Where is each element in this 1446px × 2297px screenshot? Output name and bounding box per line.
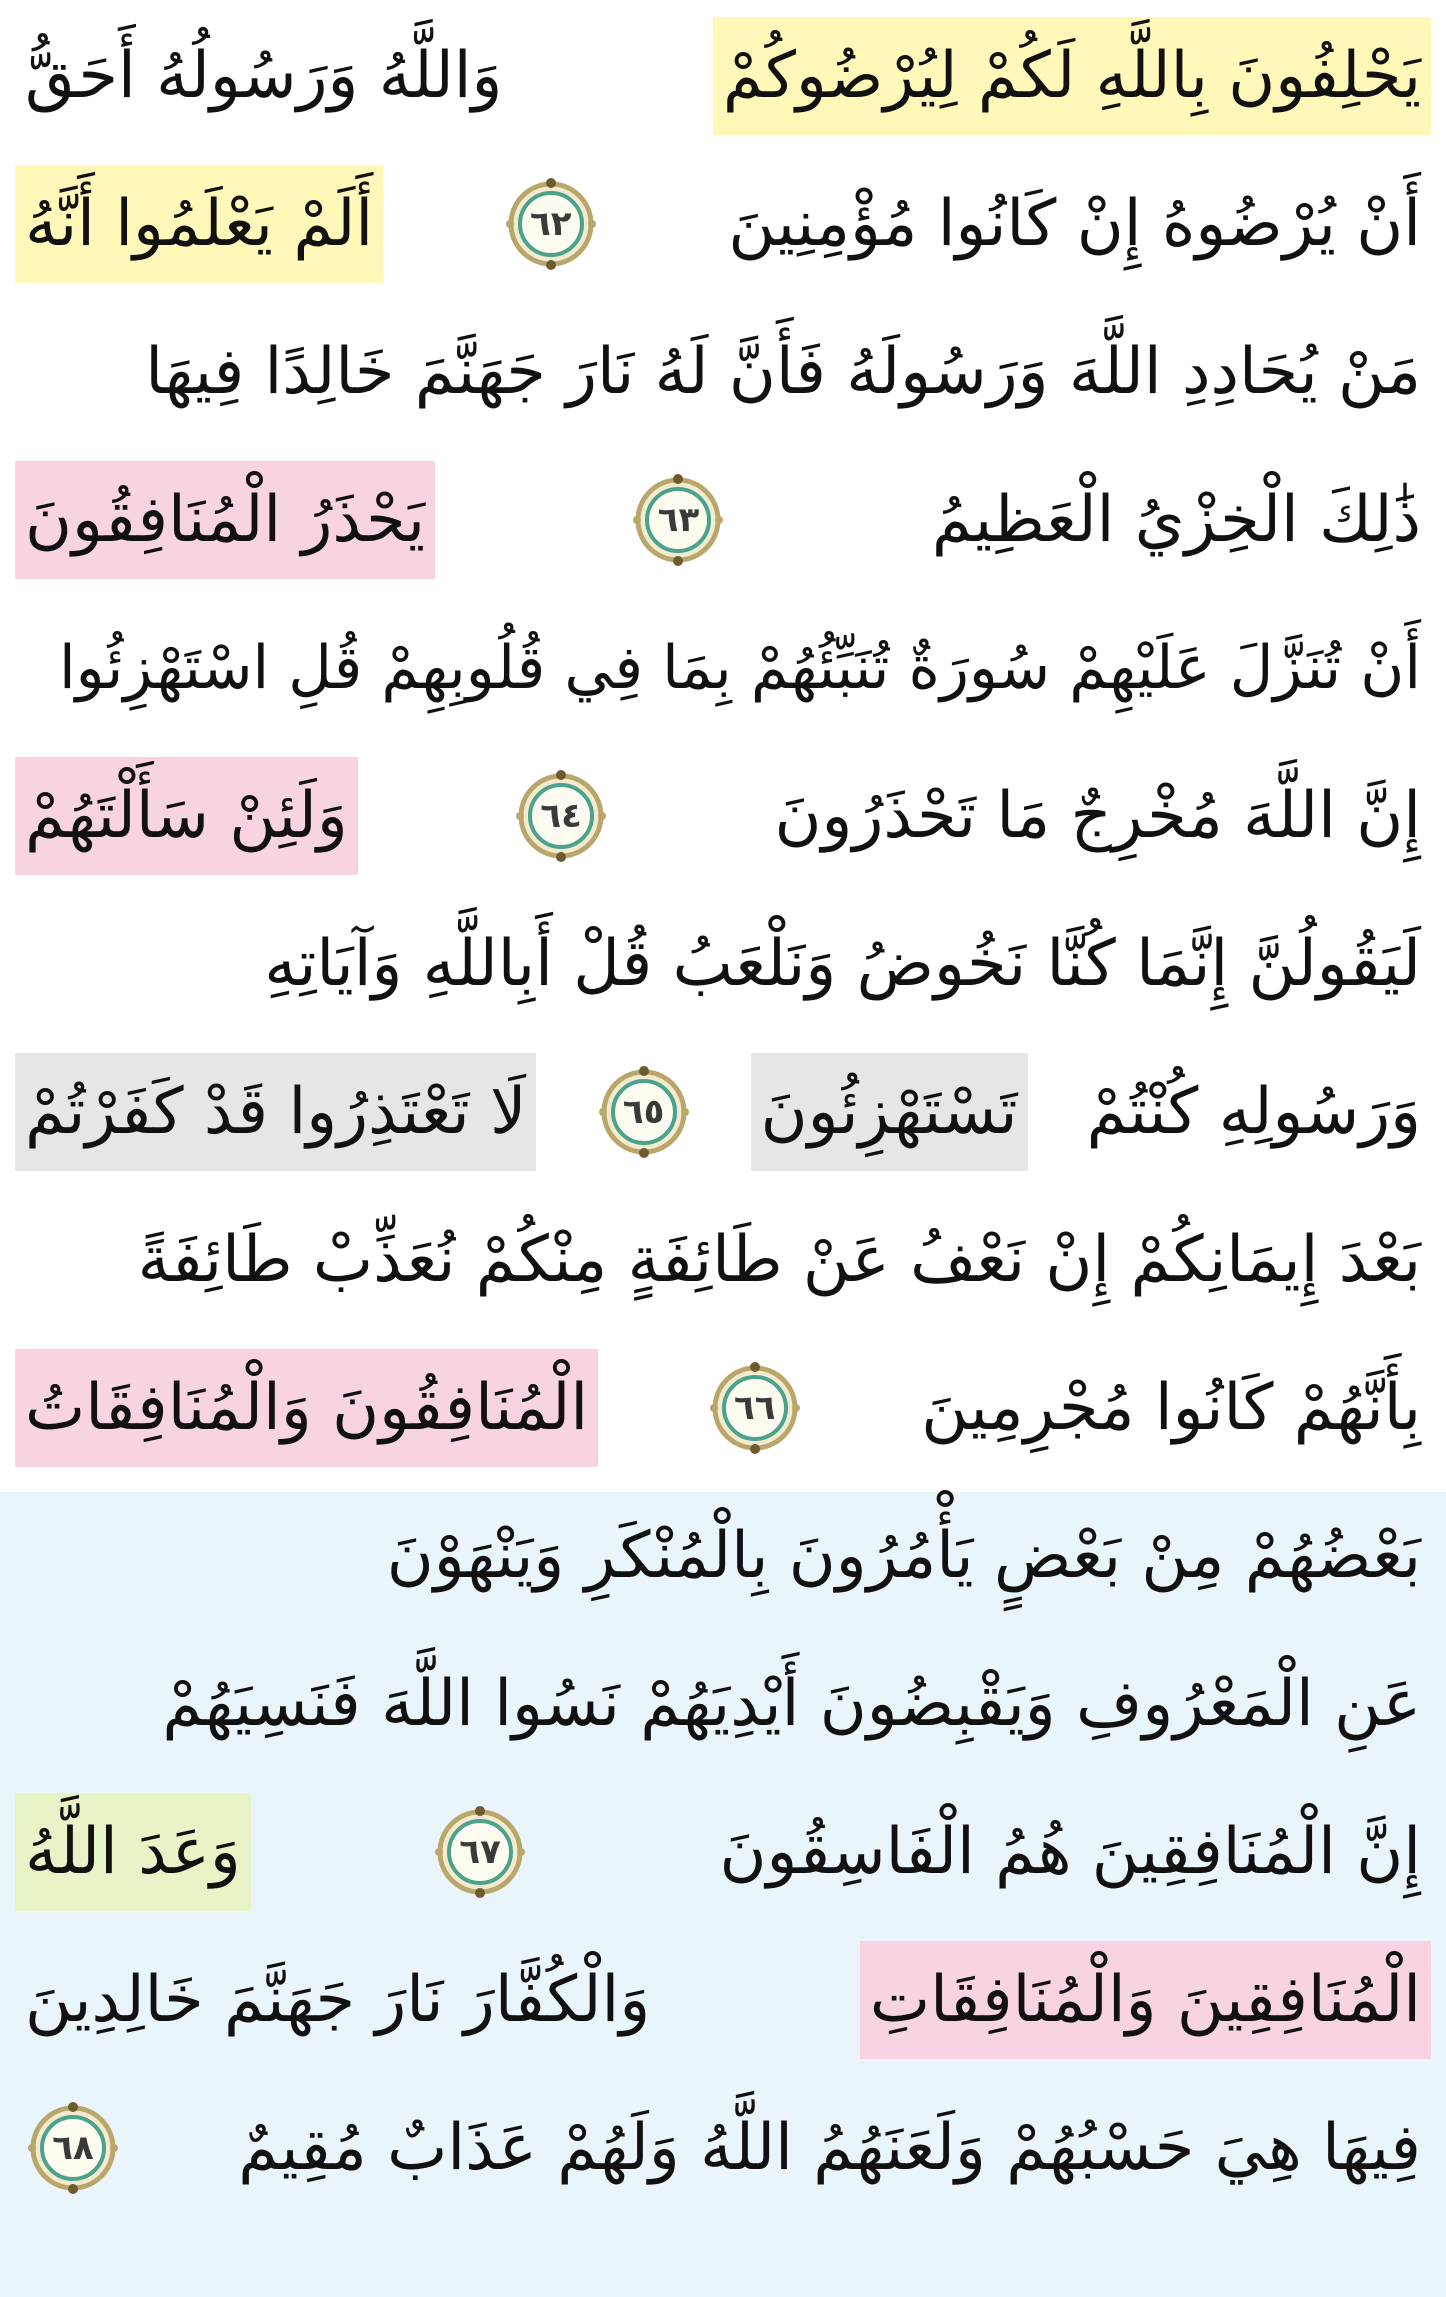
ayah-number: ٦٣ — [657, 499, 700, 540]
verse-line — [15, 160, 1431, 288]
verse-line — [15, 1936, 1431, 2064]
ayah-number: ٦٨ — [52, 2127, 94, 2168]
verse-line — [15, 2084, 1431, 2212]
highlighted-verse-text: يَحْلِفُونَ بِاللَّهِ لَكُمْ لِيُرْضُوكُمْ — [713, 17, 1431, 135]
ayah-number-marker — [505, 178, 597, 270]
highlighted-verse-text: الْمُنَافِقِينَ وَالْمُنَافِقَاتِ — [860, 1941, 1431, 2059]
highlighted-verse-text: وَعَدَ اللَّهُ — [15, 1793, 251, 1911]
verse-text: ذَٰلِكَ الْخِزْيُ الْعَظِيمُ — [931, 482, 1421, 557]
ayah-number: ٦٤ — [540, 795, 582, 836]
ayah-number-marker — [709, 1362, 801, 1454]
verse-line — [15, 1788, 1431, 1916]
verse-text: بَعْضُهُمْ مِنْ بَعْضٍ يَأْمُرُونَ بِالْمُنْكَرِ وَيَنْهَوْنَ — [386, 1518, 1421, 1593]
verse-text: مَنْ يُحَادِدِ اللَّهَ وَرَسُولَهُ فَأَنَّ لَهُ نَارَ جَهَنَّمَ خَالِدًا فِيهَا — [145, 334, 1421, 409]
verse-text: إِنَّ الْمُنَافِقِينَ هُمُ الْفَاسِقُونَ — [719, 1814, 1421, 1889]
verse-line — [15, 308, 1431, 436]
verse-line — [15, 1492, 1431, 1620]
highlighted-verse-text: وَلَئِنْ سَأَلْتَهُمْ — [15, 757, 358, 875]
verse-text: وَالْكُفَّارَ نَارَ جَهَنَّمَ خَالِدِينَ — [25, 1962, 651, 2037]
verse-text: أَنْ يُرْضُوهُ إِنْ كَانُوا مُؤْمِنِينَ — [728, 186, 1421, 261]
highlighted-verse-text: تَسْتَهْزِئُونَ — [751, 1053, 1028, 1171]
verse-text: لَيَقُولُنَّ إِنَّمَا كُنَّا نَخُوضُ وَنَلْعَبُ قُلْ أَبِاللَّهِ وَآيَاتِهِ — [264, 926, 1421, 1001]
verse-line — [15, 1640, 1431, 1768]
verse-line — [15, 1344, 1431, 1472]
ayah-number: ٦٥ — [622, 1091, 665, 1132]
ayah-number: ٦٧ — [459, 1831, 501, 1872]
verse-text: عَنِ الْمَعْرُوفِ وَيَقْبِضُونَ أَيْدِيَهُمْ نَسُوا اللَّهَ فَنَسِيَهُمْ — [162, 1666, 1421, 1741]
verse-text: إِنَّ اللَّهَ مُخْرِجٌ مَا تَحْذَرُونَ — [774, 778, 1421, 853]
verse-line — [15, 752, 1431, 880]
highlighted-verse-text: لَا تَعْتَذِرُوا قَدْ كَفَرْتُمْ — [15, 1053, 536, 1171]
ayah-number-marker — [434, 1806, 526, 1898]
verse-text: أَنْ تُنَزَّلَ عَلَيْهِمْ سُورَةٌ تُنَبِّئُهُمْ بِمَا فِي قُلُوبِهِمْ قُلِ اسْتَهْزِئُوا — [58, 633, 1421, 703]
ayah-number-marker — [27, 2102, 119, 2194]
verse-text: فِيهَا هِيَ حَسْبُهُمْ وَلَعَنَهُمُ اللَّهُ وَلَهُمْ عَذَابٌ مُقِيمٌ — [238, 2110, 1421, 2185]
highlighted-verse-text: أَلَمْ يَعْلَمُوا أَنَّهُ — [15, 165, 383, 283]
highlighted-verse-text: يَحْذَرُ الْمُنَافِقُونَ — [15, 461, 435, 579]
verse-line — [15, 604, 1431, 732]
verse-line — [15, 1196, 1431, 1324]
ayah-number-marker — [598, 1066, 690, 1158]
verse-text: وَاللَّهُ وَرَسُولُهُ أَحَقُّ — [25, 38, 503, 113]
verse-line — [15, 900, 1431, 1028]
highlighted-verse-text: الْمُنَافِقُونَ وَالْمُنَافِقَاتُ — [15, 1349, 598, 1467]
ayah-number: ٦٢ — [530, 203, 572, 244]
ayah-number: ٦٦ — [733, 1387, 776, 1428]
ayah-number-marker — [632, 474, 724, 566]
verse-line — [15, 12, 1431, 140]
verse-text: بَعْدَ إِيمَانِكُمْ إِنْ نَعْفُ عَنْ طَائِفَةٍ مِنْكُمْ نُعَذِّبْ طَائِفَةً — [137, 1222, 1421, 1297]
ayah-number-marker — [515, 770, 607, 862]
verse-text: وَرَسُولِهِ كُنْتُمْ — [1086, 1074, 1421, 1149]
verse-line — [15, 1048, 1431, 1176]
verse-line — [15, 456, 1431, 584]
verse-text: بِأَنَّهُمْ كَانُوا مُجْرِمِينَ — [921, 1370, 1421, 1445]
